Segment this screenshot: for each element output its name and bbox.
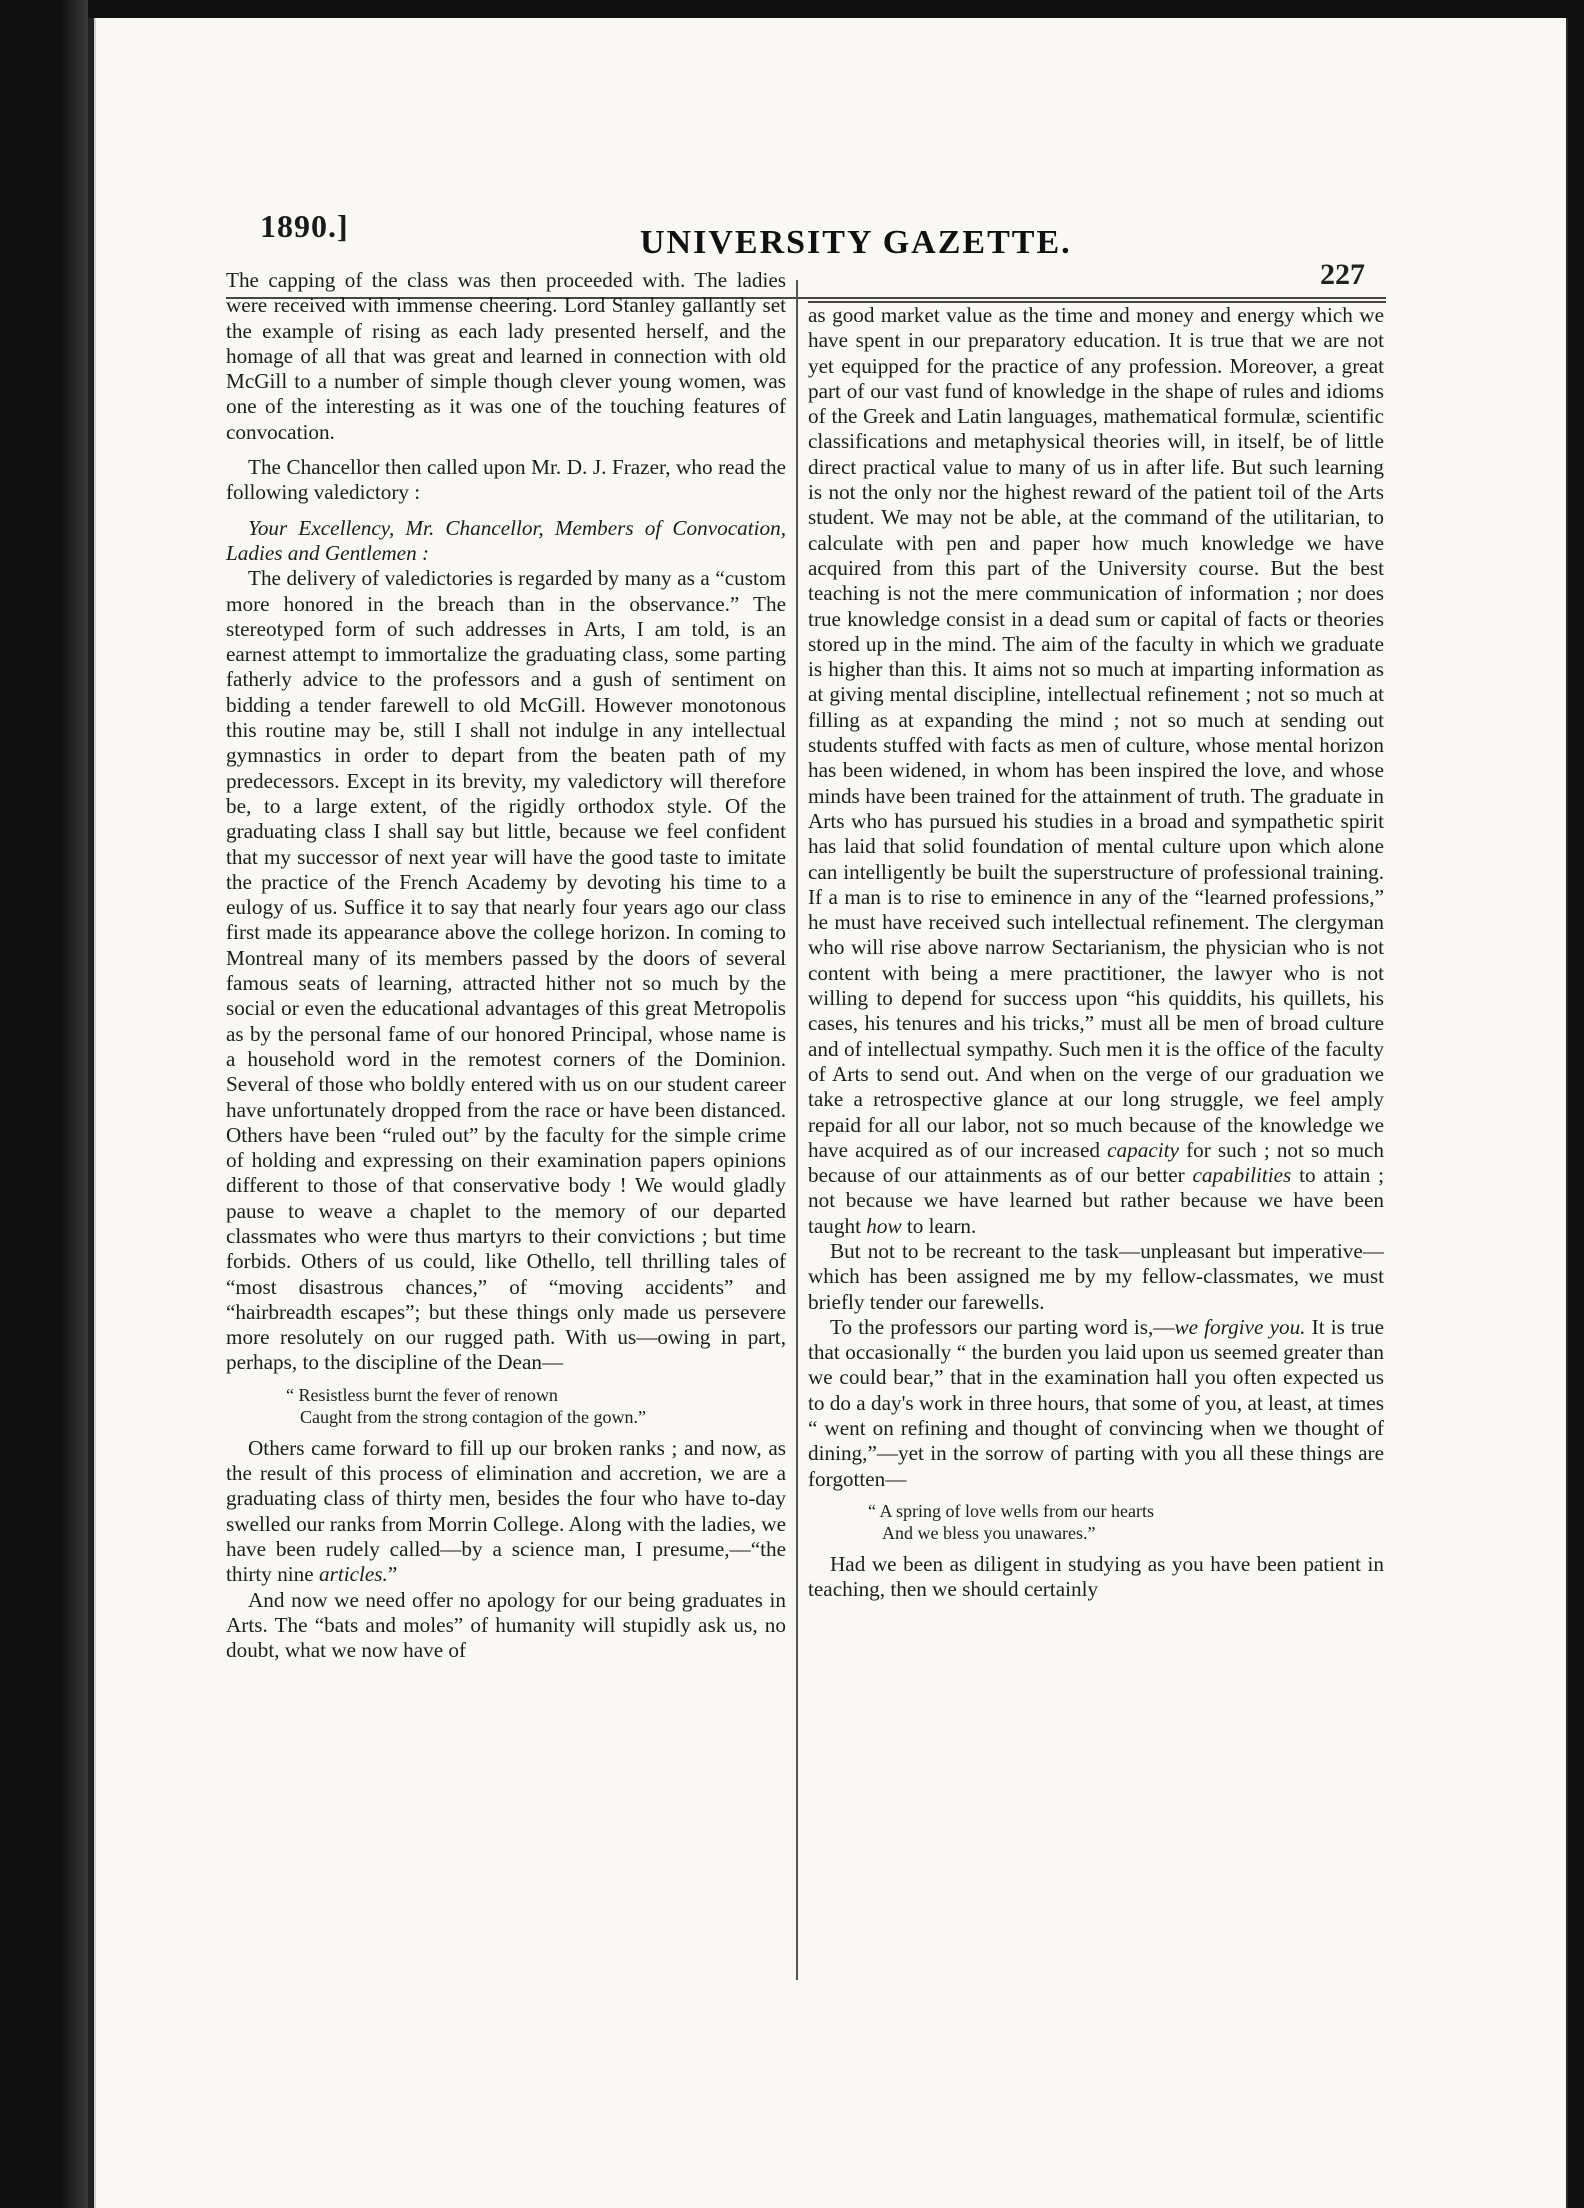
paragraph-capping: The capping of the class was then proceeded with. The ladies were received with immense cheering. Lord Stanley gallantly set the example of rising as each lady presented herself, and the homage of all that was great and learned in connection with old McGill to a number of simple though clever young women, was one of the interesting as it was one of the touching features of convocation.: [226, 268, 786, 444]
verse-line: And we bless you unawares.”: [882, 1522, 1096, 1543]
header-title: UNIVERSITY GAZETTE.: [640, 224, 1072, 261]
text-run: to learn.: [906, 1213, 977, 1238]
header-year: 1890.]: [260, 208, 349, 244]
verse-quote-renown: [226, 1384, 786, 1428]
paragraph-diligent: Had we been as diligent in studying as you have been patient in teaching, then we should certainly: [808, 1551, 1384, 1602]
emphasis-capabilities: capabilities: [1192, 1163, 1292, 1188]
emphasis-capacity: capacity: [1107, 1137, 1179, 1162]
verse-line: “ Resistless burnt the fever of renown: [286, 1384, 558, 1405]
text-run: as good market value as the time and money and energy which we have spent in our preparatory education. It is true that we are not yet equipped for the practice of any profession. Moreover, a great part of our vast fund of knowledge in the shape of rules and idioms of the Greek and Latin languages, mathematical formulæ, scientific classifications and metaphysical theories will, in itself, be of little direct practical value to many of us in after life. But such learning is not the only nor the highest reward of the patient toil of the Arts student. We may not be able, at the command of the utilitarian, to calculate with pen and paper how much knowledge we have acquired from this part of the University course. But the best teaching is not the mere communication of information ; nor does true knowledge consist in a dead sum or capital of facts or theories stored up in the mind. The aim of the faculty in which we graduate is higher than this. It aims not so much at imparting information as at giving mental discipline, intellectual refinement ; not so much at filling as at expanding the mind ; not so much at sending out students stuffed with facts as men of culture, whose mental horizon has been widened, in whom has been inspired the love, and whose minds have been trained for the attainment of truth. The graduate in Arts who has pursued his studies in a broad and sympathetic spirit has laid that solid foundation of mental culture upon which alone can intelligently be built the superstructure of professional training. If a man is to rise to eminence in any of the “learned professions,” he must have received such intellectual refinement. The clergyman who will rise above narrow Sectarianism, the physician who is not content with being a mere practitioner, the lawyer who is not willing to depend for success upon “his quiddits, his quillets, his cases, his tenures and his tricks,” must all be men of broad culture and of intellectual sympathy. Such men it is the office of the faculty of Arts to send out. And when on the verge of our graduation we take a retrospective glance at our long struggle, we feel amply repaid for all our labor, not so much because of the knowledge we have acquired as of our increased: [808, 303, 1384, 1162]
paragraph-ranks: [226, 1436, 786, 1588]
paragraph-market-value: [808, 303, 1384, 1239]
emphasis-how: how: [866, 1213, 902, 1238]
text-run: Others came forward to fill up our broken ranks ; and now, as the result of this process of elimination and accretion, we are a graduating class of thirty men, besides the four who have to-day swelled our ranks from Morrin College. Along with the ladies, we have been rudely called—by a science man, I presume,—“the thirty nine: [226, 1435, 786, 1587]
paragraph-professors: [808, 1315, 1384, 1492]
text-run: To the professors our parting word is,—: [830, 1314, 1175, 1339]
paragraph-apology: And now we need offer no apology for our being graduates in Arts. The “bats and moles” of humanity will stupidly ask us, no doubt, what we now have of: [226, 1587, 786, 1663]
verse-line: Caught from the strong contagion of the gown.”: [300, 1406, 646, 1427]
paragraph-valedictory: The delivery of valedictories is regarded by many as a “custom more honored in the breach than in the observance.” The stereotyped form of such addresses in Arts, I am told, is an earnest attempt to immortalize the graduating class, some parting fatherly advice to the professors and a gush of sentiment on bidding a tender farewell to old McGill. However monotonous this routine may be, still I shall not indulge in any intellectual gymnastics in order to depart from the beaten path of my predecessors. Except in its brevity, my valedictory will therefore be, to a large extent, of the rigidly orthodox style. Of the graduating class I shall say but little, because we feel confident that my successor of next year will have the good taste to imitate the practice of the French Academy by devoting his time to a eulogy of us. Suffice it to say that nearly four years ago our class first made its appearance above the college horizon. In coming to Montreal many of its members passed by the doors of several famous seats of learning, attracted hither not so much by the social or even the educational advantages of this great Metropolis as by the personal fame of our honored Principal, whose name is a household word in the remotest corners of the Dominion. Several of those who boldly entered with us on our student career have unfortunately dropped from the race or have been distanced. Others have been “ruled out” by the faculty for the simple crime of holding and expressing on their examination papers opinions different to those of that conservative body ! We would gladly pause to weave a chaplet to the memory of our departed classmates who were thus martyrs to their convictions ; but time forbids. Others of us could, like Othello, tell thrilling tales of “most disastrous chances,” of “moving accidents” and “hairbreadth escapes”; but these things only made us persevere more resolutely on our rugged path. With us—owing in part, perhaps, to the discipline of the Dean—: [226, 566, 786, 1375]
right-column: [808, 303, 1384, 1603]
page-number: 227: [1320, 258, 1365, 291]
text-run: to attain ; not because we have learned but rather because we have been taught: [808, 1163, 1385, 1238]
page-edge-shadow: [58, 0, 88, 2208]
paragraph-farewells: But not to be recreant to the task—unpleasant but imperative—which has been assigned me by my fellow-classmates, we must briefly tender our farewells.: [808, 1238, 1384, 1314]
text-run: ”: [387, 1562, 398, 1587]
left-column: [226, 268, 786, 1663]
verse-line: “ A spring of love wells from our hearts: [868, 1500, 1154, 1521]
page-header: [170, 198, 1390, 291]
column-divider: [796, 280, 798, 1980]
verse-quote-spring: [808, 1500, 1384, 1544]
page-spine: [88, 18, 94, 2208]
emphasis-articles: articles.: [318, 1562, 388, 1587]
paragraph-chancellor: The Chancellor then called upon Mr. D. J. Frazer, who read the following valedictory :: [226, 455, 786, 505]
text-run: for such ; not so much because of our attainments as of our better: [808, 1137, 1385, 1188]
salutation: Your Excellency, Mr. Chancellor, Members of Convocation, Ladies and Gentlemen :: [226, 515, 786, 565]
text-run: It is true that occasionally “ the burden you laid upon us seemed greater than we could bear,” that in the examination hall you often expected us to do a day's work in three hours, that some of you, at least, at times “ went on refining and thought of convincing when we thought of dining,”—yet in the sorrow of parting with you all these things are forgotten—: [808, 1314, 1384, 1491]
emphasis-forgive: we forgive you.: [1174, 1314, 1306, 1339]
